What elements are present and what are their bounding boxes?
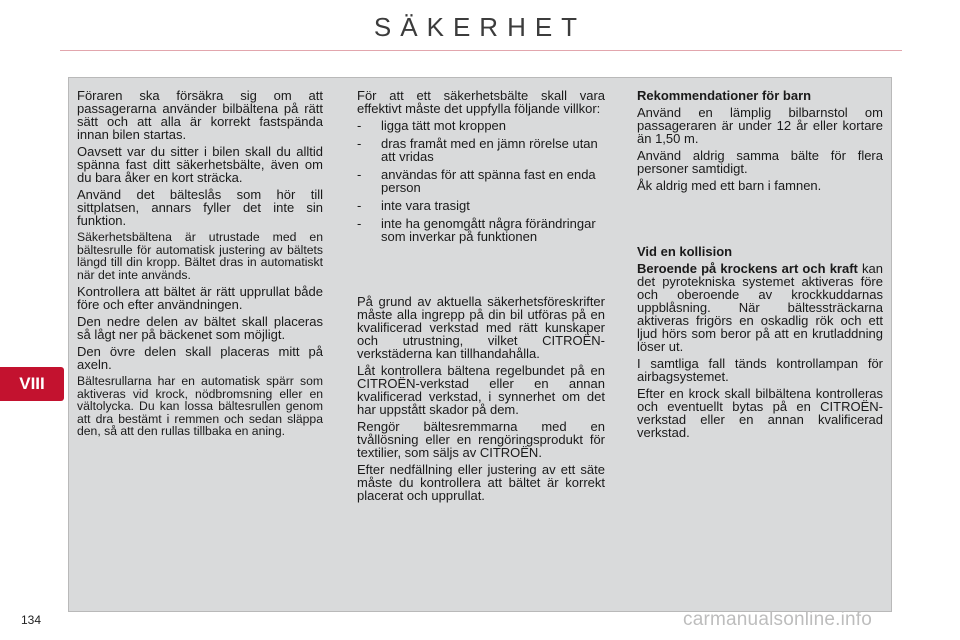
list-dash: - (357, 136, 362, 151)
column-left (77, 89, 323, 442)
section-heading-children: Rekommendationer för barn (637, 88, 812, 103)
page-number: 134 (21, 613, 42, 627)
list-dash: - (357, 198, 362, 213)
list-dash: - (357, 167, 362, 182)
list-item (357, 217, 605, 243)
paragraph: Bältesrullarna har en automatisk spärr som aktiveras vid krock, nödbromsning eller en vältolycka. Du kan lossa bältesrullen genom att dra bestämt i remmen och sedan släppa den, så att den rullas tillbaka en aning. (77, 374, 323, 438)
paragraph (637, 262, 883, 353)
paragraph-rest: kan det pyrotekniska systemet aktiveras före och oberoende av krockkuddarnas uppblåsning. När bältessträckarna aktiveras frigörs en oskadlig rök och ett ljud hörs som beror på att en krutladdning löser ut. (637, 261, 883, 354)
paragraph: Använd aldrig samma bälte för flera personer samtidigt. (637, 148, 883, 176)
list-item (357, 137, 605, 163)
column-right (637, 89, 883, 443)
list-item-text: ligga tätt mot kroppen (381, 118, 507, 133)
paragraph: Föraren ska försäkra sig om att passagerarna använder bilbältena på rätt sätt och att alla är korrekt fastspända innan bilen startas. (77, 88, 323, 142)
chapter-tab: VIII (0, 367, 64, 401)
paragraph: Efter en krock skall bilbältena kontrolleras och eventuellt bytas på en CITROËN-verkstad eller en annan kvalificerad verkstad. (637, 386, 883, 440)
paragraph: För att ett säkerhetsbälte skall vara effektivt måste det uppfylla följande villkor: (357, 88, 605, 116)
paragraph: I samtliga fall tänds kontrollampan för airbagsystemet. (637, 356, 883, 384)
spacer (637, 196, 883, 245)
paragraph: Låt kontrollera bältena regelbundet på en CITROËN-verkstad eller en annan kvalificerad verkstad, i synnerhet om det har uppstått skador på dem. (357, 363, 605, 417)
list-item (357, 199, 605, 212)
title-divider (60, 50, 902, 51)
page-title: SÄKERHET (373, 12, 587, 42)
content-panel (68, 77, 892, 612)
list-item-text: inte ha genomgått några förändringar som inverkar på funktionen (381, 216, 596, 244)
column-middle (357, 89, 605, 506)
list-item (357, 168, 605, 194)
paragraph: Efter nedfällning eller justering av ett säte måste du kontrollera att bältet är korrekt placerat och upprullat. (357, 462, 605, 503)
list-item-text: användas för att spänna fast en enda person (381, 167, 596, 195)
paragraph: Använd en lämplig bilbarnstol om passageraren är under 12 år eller kortare än 1,50 m. (637, 105, 883, 146)
paragraph: Rengör bältesremmarna med en tvållösning eller en rengöringsprodukt för textilier, som säljs av CITROËN. (357, 419, 605, 460)
list-dash: - (357, 216, 362, 231)
paragraph: På grund av aktuella säkerhetsföreskrifter måste alla ingrepp på din bil utföras på en kvalificerad verkstad med rätt kunskaper och utrustning, vilket CITROËN-verkstäderna kan tillhandahålla. (357, 294, 605, 361)
section-heading-collision: Vid en kollision (637, 244, 733, 259)
paragraph: Använd det bälteslås som hör till sittplatsen, annars fyller det inte sin funktion. (77, 187, 323, 228)
list-item-text: dras framåt med en jämn rörelse utan att vridas (381, 136, 598, 164)
list-item (357, 119, 605, 132)
list-dash: - (357, 118, 362, 133)
paragraph: Kontrollera att bältet är rätt upprullat både före och efter användningen. (77, 284, 323, 312)
paragraph: Oavsett var du sitter i bilen skall du alltid spänna fast ditt säkerhetsbälte, även om du bara åker en kort sträcka. (77, 144, 323, 185)
paragraph: Säkerhetsbältena är utrustade med en bältesrulle för automatisk justering av bältets längd till din kropp. Bältet dras in automatiskt när det inte används. (77, 230, 323, 282)
paragraph: Den nedre delen av bältet skall placeras så lågt ner på bäckenet som möjligt. (77, 314, 323, 342)
paragraph: Den övre delen skall placeras mitt på axeln. (77, 344, 323, 372)
bold-lead: Beroende på krockens art och kraft (637, 261, 858, 276)
conditions-list (357, 119, 605, 243)
list-item-text: inte vara trasigt (381, 198, 470, 213)
paragraph: Åk aldrig med ett barn i famnen. (637, 178, 822, 193)
watermark: carmanualsonline.info (683, 609, 873, 630)
spacer (357, 248, 605, 295)
